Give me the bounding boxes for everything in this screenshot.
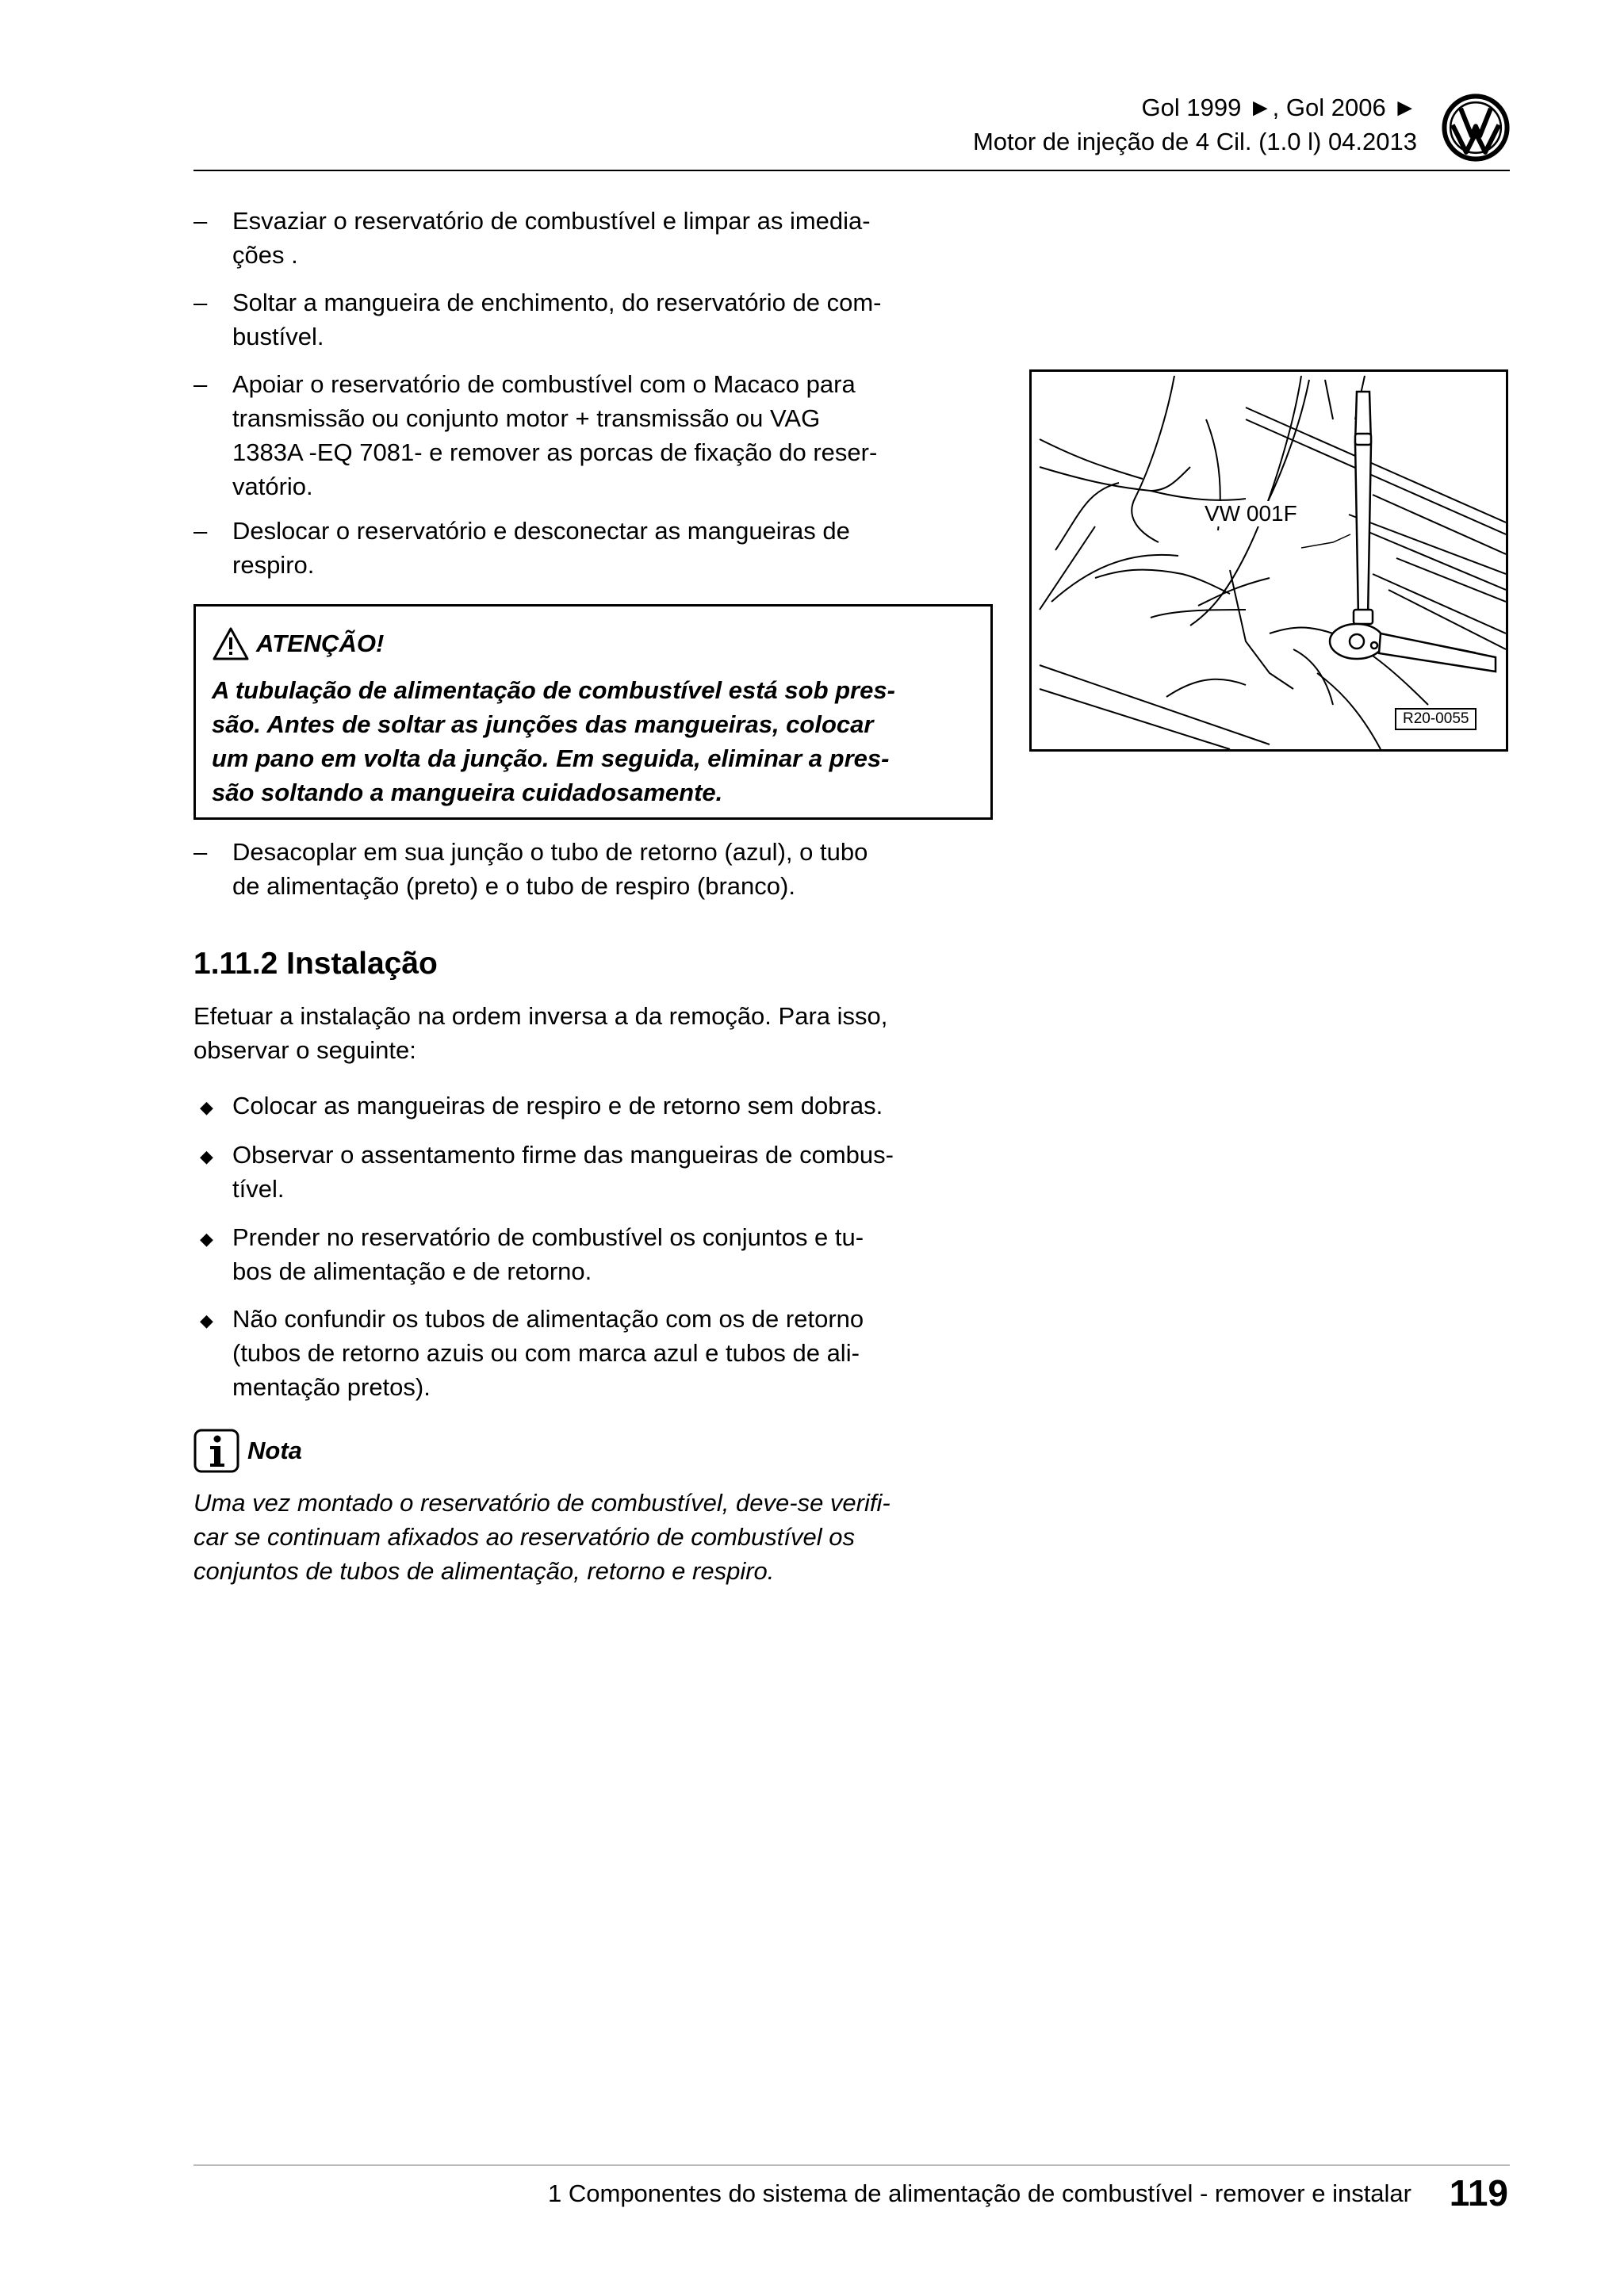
header-divider — [193, 170, 1510, 171]
warning-heading — [212, 626, 384, 662]
bullet-text: Observar o assentamento firme das mangueiras de combus- tível. — [232, 1141, 894, 1203]
warning-title: ATENÇÃO! — [256, 629, 385, 657]
header-model-line: Gol 1999 ►, Gol 2006 ► — [1141, 94, 1417, 121]
fuel-tank-wrench-drawing — [1032, 372, 1506, 749]
header-engine-line: Motor de injeção de 4 Cil. (1.0 l) 04.2013 — [972, 128, 1417, 155]
warning-text: A tubulação de alimentação de combustível está sob pres- são. Antes de soltar as junções das mangueiras, colocar um pano em volta da junção. Em seguida, eliminar a pres- são soltando a mangueira cuidadosamente. — [212, 676, 895, 806]
note-title: Nota — [247, 1437, 302, 1464]
dash-marker: – — [193, 370, 208, 398]
bullet-text: Não confundir os tubos de alimentação com os de retorno (tubos de retorno azuis ou com marca azul e tubos de ali- mentação pretos). — [232, 1305, 864, 1401]
dash-marker: – — [193, 517, 208, 545]
dash-marker: – — [193, 289, 208, 316]
list-item — [193, 835, 986, 903]
figure-reference: R20-0055 — [1395, 708, 1477, 730]
list-item — [193, 204, 986, 272]
list-item — [193, 367, 986, 503]
footer-divider — [193, 2164, 1510, 2166]
diamond-bullet-icon: ◆ — [200, 1097, 213, 1117]
diamond-bullet-icon: ◆ — [200, 1229, 213, 1249]
dash-marker: – — [193, 207, 208, 235]
bullet-item — [193, 1302, 986, 1404]
page-number: 119 — [1449, 2172, 1508, 2214]
list-item — [193, 514, 986, 582]
diamond-bullet-icon: ◆ — [200, 1311, 213, 1330]
step-text: Apoiar o reservatório de combustível com o Macaco para transmissão ou conjunto motor + transmissão ou VAG 1383A -EQ 7081- e remover as porcas de fixação do reser- vatório. — [232, 370, 878, 500]
warning-box — [193, 604, 993, 820]
section-title: 1.11.2 Instalação — [193, 947, 438, 981]
bullet-item — [193, 1138, 986, 1206]
step-text: Soltar a mangueira de enchimento, do reservatório de com- bustível. — [232, 289, 882, 350]
document-header — [973, 90, 1417, 159]
section-intro: Efetuar a instalação na ordem inversa a da remoção. Para isso, observar o seguinte: — [193, 1002, 888, 1064]
step-text: Deslocar o reservatório e desconectar as mangueiras de respiro. — [232, 517, 850, 579]
bullet-text: Prender no reservatório de combustível os conjuntos e tu- bos de alimentação e de retorno. — [232, 1223, 864, 1285]
diamond-bullet-icon: ◆ — [200, 1146, 213, 1166]
bullet-text: Colocar as mangueiras de respiro e de retorno sem dobras. — [232, 1092, 883, 1119]
vw-logo-icon — [1442, 94, 1510, 162]
technical-illustration — [1029, 369, 1508, 752]
info-icon — [193, 1429, 239, 1473]
bullet-item — [193, 1220, 986, 1288]
footer-chapter: 1 Componentes do sistema de alimentação de combustível - remover e instalar — [548, 2179, 1411, 2207]
note-heading — [193, 1429, 302, 1473]
warning-triangle-icon — [212, 626, 250, 661]
tool-label: VW 001F — [1205, 501, 1297, 526]
bullet-item — [193, 1089, 986, 1123]
dash-marker: – — [193, 838, 208, 866]
step-text: Desacoplar em sua junção o tubo de retorno (azul), o tubo de alimentação (preto) e o tubo de respiro (branco). — [232, 838, 868, 900]
step-text: Esvaziar o reservatório de combustível e limpar as imedia- ções . — [232, 207, 871, 269]
note-text: Uma vez montado o reservatório de combustível, deve-se verifi- car se continuam afixados ao reservatório de combustível os conjuntos de tubos de alimentação, retorno e respiro. — [193, 1489, 891, 1585]
list-item — [193, 285, 986, 354]
